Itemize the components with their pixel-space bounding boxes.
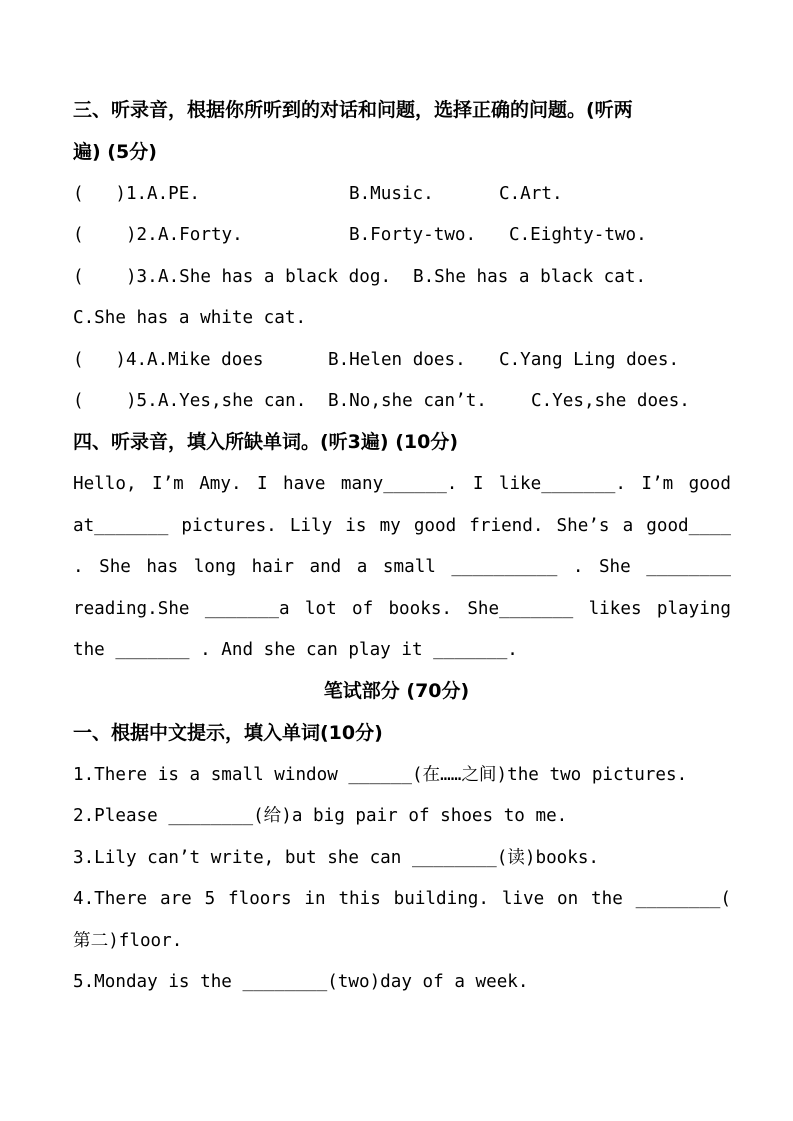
vocabulary-section-title: 一、根据中文提示，填入单词(10分) (73, 722, 383, 744)
question-row (73, 389, 731, 533)
option-a: A.Forty. (158, 225, 243, 245)
option-c: C.Art. (499, 184, 563, 204)
question-number: ( )5. (73, 391, 158, 411)
question-number: ( )2. (73, 225, 158, 245)
question-number: ( )4. (73, 350, 148, 370)
written-part-title: 笔试部分 (70分) (323, 680, 470, 702)
option-a: A.She has a black dog. (158, 267, 392, 287)
fill-in-section-title: 四、听录音，填入所缺单词。(听3遍) (10分) (73, 431, 459, 453)
question-number: ( )1. (73, 184, 148, 204)
question-number: ( )3. (73, 267, 158, 287)
passage-line: the _______ . And she can play it _______. (73, 640, 518, 660)
passage-line: Hello, I’m Amy. I have many______. I like_______. I’m good (73, 474, 731, 494)
section-title-line: 遍) (5分) (73, 141, 157, 163)
passage-line: at_______ pictures. Lily is my good friend. She’s a good____ (73, 516, 731, 536)
option-c: C.Eighty-two. (509, 225, 647, 245)
option-c: C.Yang Ling does. (499, 350, 680, 370)
vocabulary-item: 2.Please ________(给)a big pair of shoes to me. (73, 806, 568, 826)
vocabulary-item: 第二)floor. (73, 931, 183, 951)
option-b: B.She has a black cat. (413, 267, 647, 287)
passage-line: reading.She _______a lot of books. She_______ likes playing (73, 599, 731, 619)
vocabulary-item: 4.There are 5 floors in this building. live on the ________( (73, 889, 731, 909)
option-b: B.Music. (349, 184, 434, 204)
passage-line: . She has long hair and a small __________ . She ________ (73, 557, 731, 577)
section-title-line: 三、听录音，根据你所听到的对话和问题，选择正确的问题。(听两 (73, 99, 633, 121)
option-c: C.She has a white cat. (73, 308, 307, 328)
option-a: A.Mike does (147, 350, 264, 370)
option-b: B.Helen does. (328, 350, 466, 370)
option-c: C.Yes,she does. (531, 391, 690, 411)
option-a: A.Yes,she can. (158, 391, 307, 411)
vocabulary-item: 5.Monday is the ________(two)day of a week. (73, 972, 529, 992)
option-b: B.Forty-two. (349, 225, 477, 245)
option-b: B.No,she can’t. (328, 391, 487, 411)
option-a: A.PE. (147, 184, 200, 204)
vocabulary-item: 1.There is a small window ______(在……之间)the two pictures. (73, 765, 688, 785)
vocabulary-item: 3.Lily can’t write, but she can ________(读)books. (73, 848, 600, 868)
